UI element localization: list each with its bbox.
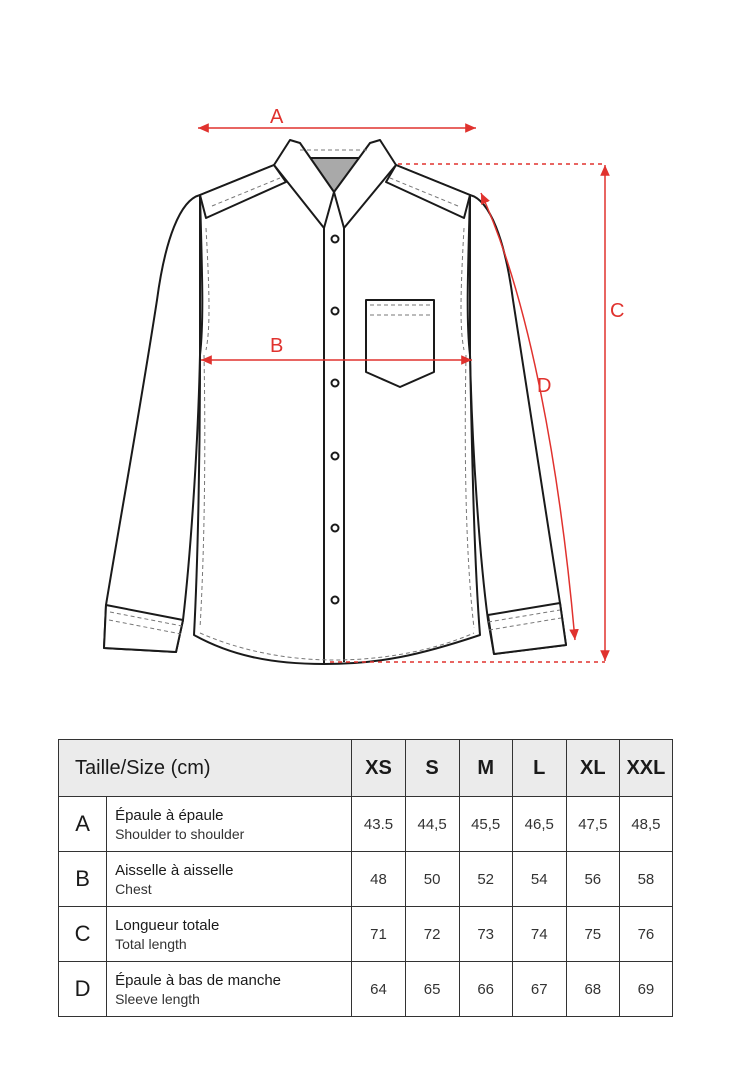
label-d: D [537,375,552,397]
table-cell: 56 [566,852,619,907]
table-cell: 73 [459,907,512,962]
label-a: A [270,106,284,128]
table-cell: 50 [405,852,459,907]
shirt-outline [104,140,566,664]
row-label-en: Total length [115,935,187,952]
row-letter: B [59,852,107,907]
table-cell: 64 [352,962,405,1017]
size-header: L [512,740,566,797]
table-cell: 69 [619,962,672,1017]
size-header: XL [566,740,619,797]
row-label-en: Chest [115,880,152,897]
right-sleeve [470,195,566,654]
size-header: XXL [619,740,672,797]
table-cell: 66 [459,962,512,1017]
table-cell: 67 [512,962,566,1017]
table-row [59,797,673,852]
chest-pocket [366,300,434,387]
table-header-row [59,740,673,797]
table-cell: 45,5 [459,797,512,852]
table-row [59,907,673,962]
size-table [58,739,673,1017]
table-cell: 71 [352,907,405,962]
row-description [107,962,352,1017]
row-label-fr: Longueur totale [115,916,220,934]
row-label-fr: Épaule à épaule [115,806,224,824]
row-letter: C [59,907,107,962]
size-header: XS [352,740,405,797]
table-row [59,852,673,907]
row-label-fr: Épaule à bas de manche [115,971,282,989]
table-cell: 75 [566,907,619,962]
table-cell: 54 [512,852,566,907]
button [332,597,339,604]
table-cell: 72 [405,907,459,962]
row-label-fr: Aisselle à aisselle [115,861,234,879]
size-header: M [459,740,512,797]
row-letter: D [59,962,107,1017]
table-title: Taille/Size (cm) [59,740,352,797]
row-letter: A [59,797,107,852]
row-description [107,797,352,852]
table-row [59,962,673,1017]
row-description [107,852,352,907]
row-label-en: Sleeve length [115,990,200,1007]
button [332,453,339,460]
label-c: C [610,300,625,322]
table-cell: 76 [619,907,672,962]
left-sleeve [104,195,200,652]
table-cell: 68 [566,962,619,1017]
row-description [107,907,352,962]
button [332,380,339,387]
shirt-body [194,158,480,664]
size-header: S [405,740,459,797]
table-cell: 43.5 [352,797,405,852]
label-b: B [270,335,284,357]
button [332,525,339,532]
table-cell: 47,5 [566,797,619,852]
table-cell: 58 [619,852,672,907]
button [332,236,339,243]
row-label-en: Shoulder to shoulder [115,825,245,842]
button [332,308,339,315]
table-cell: 44,5 [405,797,459,852]
table-cell: 52 [459,852,512,907]
table-cell: 48,5 [619,797,672,852]
table-cell: 74 [512,907,566,962]
table-cell: 65 [405,962,459,1017]
table-cell: 46,5 [512,797,566,852]
table-cell: 48 [352,852,405,907]
